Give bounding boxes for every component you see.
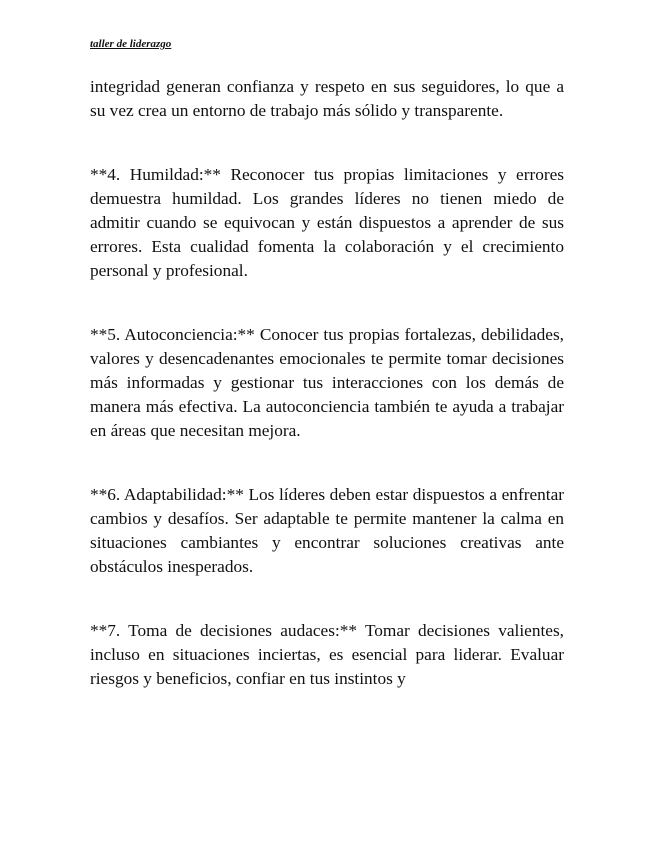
paragraph-autoconciencia: **5. Autoconciencia:** Conocer tus propias fortalezas, debilidades, valores y desencadenantes emocionales te permite tomar decisiones más informadas y gestionar tus interacciones con los demás de manera más efectiva. La autoconciencia también te ayuda a trabajar en áreas que necesitan mejora.: [90, 325, 564, 440]
paragraph-integridad-continuation: integridad generan confianza y respeto en sus seguidores, lo que a su vez crea un entorno de trabajo más sólido y transparente.: [90, 77, 564, 120]
paragraph-adaptabilidad: **6. Adaptabilidad:** Los líderes deben estar dispuestos a enfrentar cambios y desafíos. Ser adaptable te permite mantener la calma en situaciones cambiantes y encontrar soluciones creativas ante obstáculos inesperados.: [90, 485, 564, 576]
document-body: [90, 75, 564, 691]
paragraph-humildad: **4. Humildad:** Reconocer tus propias limitaciones y errores demuestra humildad. Los grandes líderes no tienen miedo de admitir cuando se equivocan y están dispuestos a aprender de sus errores. Esta cualidad fomenta la colaboración y el crecimiento personal y profesional.: [90, 165, 564, 280]
paragraph-toma-de-decisiones: **7. Toma de decisiones audaces:** Tomar decisiones valientes, incluso en situaciones inciertas, es esencial para liderar. Evaluar riesgos y beneficios, confiar en tus instintos y: [90, 621, 564, 688]
page-header: taller de liderazgo: [90, 38, 172, 50]
